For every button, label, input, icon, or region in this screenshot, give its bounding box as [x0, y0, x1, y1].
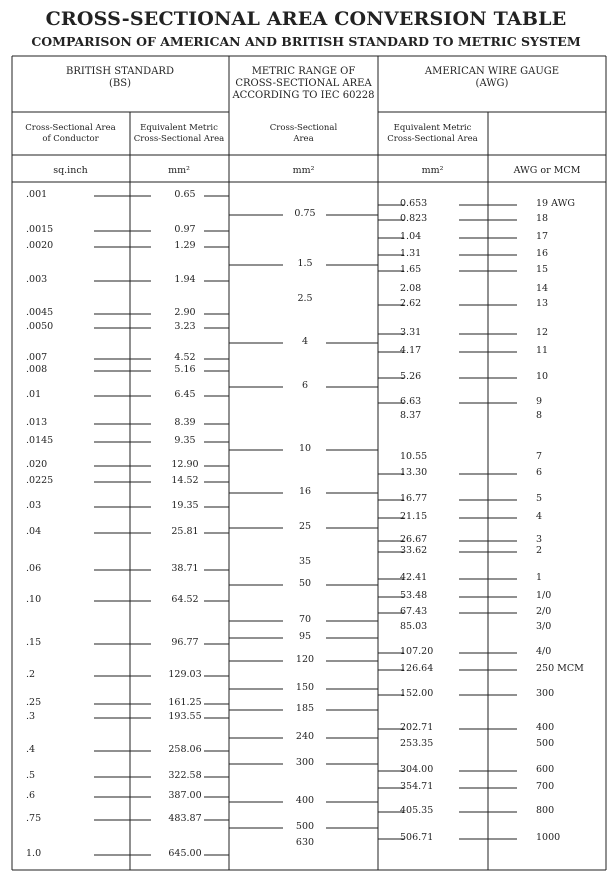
subheader-iec-area: Cross-Sectional Area: [269, 123, 338, 144]
awg-gauge-value: 500: [536, 738, 555, 749]
bs-inch-value: .75: [26, 813, 42, 824]
iec-area-value: 16: [298, 486, 312, 497]
bs-inch-value: .01: [26, 389, 42, 400]
awg-gauge-value: 6: [536, 467, 543, 478]
awg-mm2-value: 13.30: [400, 467, 428, 478]
awg-mm2-value: 8.37: [400, 410, 422, 421]
awg-gauge-value: 18: [536, 213, 549, 224]
awg-gauge-value: 250 MCM: [536, 663, 584, 674]
awg-mm2-value: 67.43: [400, 606, 428, 617]
bs-inch-value: .008: [26, 364, 48, 375]
unit-iec-mm2: mm²: [292, 165, 315, 176]
bs-inch-value: .0045: [26, 307, 54, 318]
awg-gauge-value: 19 AWG: [536, 198, 575, 209]
awg-mm2-value: 42.41: [400, 572, 428, 583]
unit-awg-mcm: AWG or MCM: [513, 165, 581, 176]
bs-mm2-value: 3.23: [174, 321, 196, 332]
bs-mm2-value: 14.52: [171, 475, 199, 486]
awg-gauge-value: 17: [536, 231, 549, 242]
awg-mm2-value: 126.64: [400, 663, 434, 674]
awg-mm2-value: 1.65: [400, 264, 422, 275]
awg-mm2-value: 5.26: [400, 371, 422, 382]
bs-mm2-value: 193.55: [168, 711, 202, 722]
iec-area-value: 1.5: [297, 258, 313, 269]
bs-inch-value: .0020: [26, 240, 54, 251]
iec-area-value: 185: [295, 703, 315, 714]
header-metric-range: METRIC RANGE OF CROSS-SECTIONAL AREA ACCORDING TO IEC 60228: [232, 66, 375, 101]
awg-mm2-value: 21.15: [400, 511, 428, 522]
awg-mm2-value: 202.71: [400, 722, 434, 733]
awg-gauge-value: 3: [536, 534, 543, 545]
bs-mm2-value: 129.03: [168, 669, 202, 680]
bs-mm2-value: 6.45: [174, 389, 196, 400]
awg-gauge-value: 12: [536, 327, 549, 338]
awg-gauge-value: 3/0: [536, 621, 552, 632]
bs-mm2-value: 0.97: [174, 224, 196, 235]
bs-mm2-value: 8.39: [174, 417, 196, 428]
iec-area-value: 6: [301, 380, 309, 391]
bs-inch-value: .06: [26, 563, 42, 574]
awg-gauge-value: 400: [536, 722, 555, 733]
awg-mm2-value: 53.48: [400, 590, 428, 601]
awg-gauge-value: 2: [536, 545, 543, 556]
iec-area-value: 35: [298, 556, 312, 567]
awg-gauge-value: 4/0: [536, 646, 552, 657]
awg-gauge-value: 13: [536, 298, 549, 309]
header-british-standard: BRITISH STANDARD (BS): [66, 66, 174, 89]
bs-inch-value: .04: [26, 526, 42, 537]
iec-area-value: 70: [298, 614, 312, 625]
bs-inch-value: .0050: [26, 321, 54, 332]
awg-gauge-value: 8: [536, 410, 543, 421]
bs-mm2-value: 5.16: [174, 364, 196, 375]
unit-bs-mm2: mm²: [168, 165, 190, 176]
bs-inch-value: .3: [26, 711, 36, 722]
awg-mm2-value: 152.00: [400, 688, 434, 699]
iec-area-value: 2.5: [297, 293, 313, 304]
awg-gauge-value: 9: [536, 396, 543, 407]
unit-awg-mm2: mm²: [421, 165, 444, 176]
awg-mm2-value: 4.17: [400, 345, 422, 356]
iec-area-value: 10: [298, 443, 312, 454]
bs-inch-value: .001: [26, 189, 48, 200]
awg-gauge-value: 15: [536, 264, 549, 275]
iec-area-value: 150: [295, 682, 315, 693]
page-subtitle: COMPARISON OF AMERICAN AND BRITISH STANDARD TO METRIC SYSTEM: [31, 34, 581, 49]
bs-mm2-value: 161.25: [168, 697, 202, 708]
awg-gauge-value: 5: [536, 493, 543, 504]
awg-gauge-value: 10: [536, 371, 549, 382]
bs-mm2-value: 12.90: [171, 459, 199, 470]
iec-area-value: 400: [295, 795, 315, 806]
bs-inch-value: .10: [26, 594, 42, 605]
awg-mm2-value: 354.71: [400, 781, 434, 792]
awg-mm2-value: 16.77: [400, 493, 428, 504]
iec-area-value: 300: [295, 757, 315, 768]
awg-mm2-value: 304.00: [400, 764, 434, 775]
bs-inch-value: .2: [26, 669, 36, 680]
bs-inch-value: .5: [26, 770, 36, 781]
awg-gauge-value: 700: [536, 781, 555, 792]
unit-sq-inch: sq.inch: [53, 165, 88, 176]
bs-inch-value: 1.0: [26, 848, 42, 859]
awg-gauge-value: 1/0: [536, 590, 552, 601]
bs-mm2-value: 1.29: [174, 240, 196, 251]
bs-inch-value: .013: [26, 417, 48, 428]
awg-gauge-value: 11: [536, 345, 549, 356]
awg-mm2-value: 1.04: [400, 231, 422, 242]
bs-mm2-value: 4.52: [174, 352, 196, 363]
iec-area-value: 4: [301, 336, 309, 347]
iec-area-value: 50: [298, 578, 312, 589]
bs-inch-value: .020: [26, 459, 48, 470]
bs-mm2-value: 25.81: [171, 526, 199, 537]
iec-area-value: 25: [298, 521, 312, 532]
bs-mm2-value: 64.52: [171, 594, 199, 605]
awg-mm2-value: 85.03: [400, 621, 428, 632]
iec-area-value: 240: [295, 731, 315, 742]
iec-area-value: 500: [295, 821, 315, 832]
awg-mm2-value: 33.62: [400, 545, 428, 556]
awg-gauge-value: 1: [536, 572, 543, 583]
bs-mm2-value: 2.90: [174, 307, 196, 318]
bs-mm2-value: 483.87: [168, 813, 202, 824]
awg-gauge-value: 1000: [536, 832, 561, 843]
awg-mm2-value: 0.823: [400, 213, 428, 224]
bs-inch-value: .03: [26, 500, 42, 511]
bs-inch-value: .007: [26, 352, 48, 363]
bs-mm2-value: 387.00: [168, 790, 202, 801]
iec-area-value: 120: [295, 654, 315, 665]
bs-mm2-value: 645.00: [168, 848, 202, 859]
awg-mm2-value: 506.71: [400, 832, 434, 843]
bs-mm2-value: 1.94: [174, 274, 196, 285]
bs-mm2-value: 38.71: [171, 563, 199, 574]
subheader-bs-area: Cross-Sectional Area of Conductor: [25, 123, 116, 144]
awg-gauge-value: 800: [536, 805, 555, 816]
iec-area-value: 95: [298, 631, 312, 642]
awg-mm2-value: 10.55: [400, 451, 428, 462]
awg-mm2-value: 2.08: [400, 283, 422, 294]
iec-area-value: 0.75: [294, 208, 316, 219]
bs-inch-value: .003: [26, 274, 48, 285]
bs-inch-value: .0145: [26, 435, 54, 446]
awg-mm2-value: 253.35: [400, 738, 434, 749]
awg-gauge-value: 600: [536, 764, 555, 775]
bs-inch-value: .25: [26, 697, 42, 708]
awg-mm2-value: 2.62: [400, 298, 422, 309]
awg-mm2-value: 1.31: [400, 248, 422, 259]
subheader-awg-metric: Equivalent Metric Cross-Sectional Area: [387, 123, 478, 144]
bs-inch-value: .0015: [26, 224, 54, 235]
iec-area-value: 630: [295, 837, 315, 848]
awg-mm2-value: 6.63: [400, 396, 422, 407]
awg-gauge-value: 300: [536, 688, 555, 699]
bs-mm2-value: 96.77: [171, 637, 199, 648]
page-title: CROSS-SECTIONAL AREA CONVERSION TABLE: [45, 8, 567, 30]
bs-mm2-value: 258.06: [168, 744, 202, 755]
awg-mm2-value: 26.67: [400, 534, 428, 545]
subheader-bs-metric: Equivalent Metric Cross-Sectional Area: [133, 123, 225, 144]
bs-mm2-value: 322.58: [168, 770, 202, 781]
awg-mm2-value: 405.35: [400, 805, 434, 816]
awg-gauge-value: 4: [536, 511, 543, 522]
bs-inch-value: .4: [26, 744, 36, 755]
bs-inch-value: .6: [26, 790, 36, 801]
header-american-wire-gauge: AMERICAN WIRE GAUGE (AWG): [424, 66, 560, 89]
awg-gauge-value: 16: [536, 248, 549, 259]
awg-gauge-value: 7: [536, 451, 543, 462]
awg-mm2-value: 107.20: [400, 646, 434, 657]
awg-mm2-value: 3.31: [400, 327, 422, 338]
bs-mm2-value: 9.35: [174, 435, 196, 446]
bs-mm2-value: 0.65: [174, 189, 196, 200]
bs-mm2-value: 19.35: [171, 500, 199, 511]
awg-gauge-value: 14: [536, 283, 549, 294]
awg-mm2-value: 0.653: [400, 198, 428, 209]
bs-inch-value: .0225: [26, 475, 54, 486]
awg-gauge-value: 2/0: [536, 606, 552, 617]
bs-inch-value: .15: [26, 637, 42, 648]
